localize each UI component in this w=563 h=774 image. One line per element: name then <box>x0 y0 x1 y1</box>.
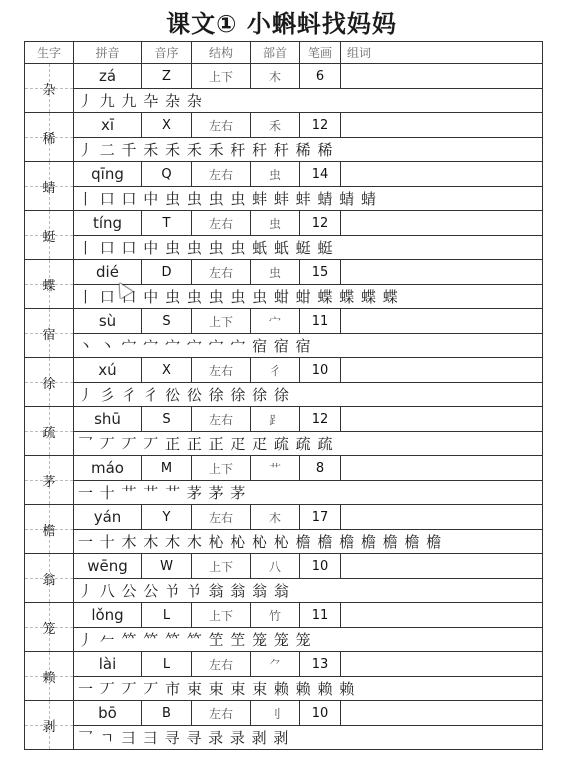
bushou-cell: 刂 <box>251 701 300 726</box>
stroke-order: 丶 丶 宀 宀 宀 宀 宀 宀 宿 宿 宿 <box>78 337 312 355</box>
zuci-cell <box>341 162 543 187</box>
jiegou-cell: 左右 <box>192 652 251 677</box>
big-character: 宿 <box>25 309 74 358</box>
stroke-order: 丨 口 口 中 虫 虫 虫 虫 蚌 蚌 蚌 蜻 蜻 蜻 <box>78 190 377 208</box>
jiegou-cell: 上下 <box>192 309 251 334</box>
bihua-cell: 12 <box>300 407 341 432</box>
char-row <box>25 309 543 334</box>
zuci-cell <box>341 260 543 285</box>
jiegou-cell: 左右 <box>192 113 251 138</box>
stroke-order-row <box>25 285 543 309</box>
big-character: 稀 <box>25 113 74 162</box>
jiegou-cell: 左右 <box>192 162 251 187</box>
bihua-cell: 12 <box>300 211 341 236</box>
zuci-cell <box>341 211 543 236</box>
stroke-order-cell <box>74 481 543 505</box>
jiegou-cell: 左右 <box>192 211 251 236</box>
big-character: 茅 <box>25 456 74 505</box>
stroke-order: 丨 口 口 中 虫 虫 虫 虫 虫 蚶 蚶 蝶 蝶 蝶 蝶 <box>78 288 399 306</box>
pinyin-cell: máo <box>74 456 142 481</box>
jiegou-cell: 左右 <box>192 505 251 530</box>
stroke-order-row <box>25 530 543 554</box>
char-row <box>25 407 543 432</box>
bushou-cell: 彳 <box>251 358 300 383</box>
bihua-cell: 13 <box>300 652 341 677</box>
header-shengzi: 生字 <box>25 42 74 64</box>
stroke-order-cell <box>74 187 543 211</box>
yinxu-cell: Y <box>142 505 192 530</box>
char-row <box>25 211 543 236</box>
bushou-cell: ⻊ <box>251 407 300 432</box>
stroke-order-row <box>25 89 543 113</box>
yinxu-cell: X <box>142 358 192 383</box>
bihua-cell: 15 <box>300 260 341 285</box>
big-character: 檐 <box>25 505 74 554</box>
yinxu-cell: W <box>142 554 192 579</box>
pinyin-cell: xú <box>74 358 142 383</box>
bihua-cell: 10 <box>300 554 341 579</box>
character-table <box>24 41 543 750</box>
big-character: 疏 <box>25 407 74 456</box>
stroke-order-row <box>25 628 543 652</box>
zuci-cell <box>341 505 543 530</box>
stroke-order-row <box>25 383 543 407</box>
stroke-order-row <box>25 579 543 603</box>
stroke-order: 一 十 艹 艹 艹 茅 茅 茅 <box>78 484 247 502</box>
zuci-cell <box>341 701 543 726</box>
bushou-cell: 艹 <box>251 456 300 481</box>
yinxu-cell: M <box>142 456 192 481</box>
bushou-cell: ⺈ <box>251 652 300 677</box>
stroke-order-row <box>25 138 543 162</box>
stroke-order-cell <box>74 677 543 701</box>
char-row <box>25 505 543 530</box>
jiegou-cell: 上下 <box>192 603 251 628</box>
bihua-cell: 8 <box>300 456 341 481</box>
header-zuci: 组词 <box>341 42 543 64</box>
yinxu-cell: X <box>142 113 192 138</box>
char-row <box>25 456 543 481</box>
yinxu-cell: S <box>142 407 192 432</box>
jiegou-cell: 上下 <box>192 64 251 89</box>
stroke-order-row <box>25 236 543 260</box>
char-row <box>25 162 543 187</box>
jiegou-cell: 左右 <box>192 407 251 432</box>
big-character: 赖 <box>25 652 74 701</box>
jiegou-cell: 左右 <box>192 701 251 726</box>
stroke-order-row <box>25 432 543 456</box>
bihua-cell: 10 <box>300 358 341 383</box>
stroke-order-cell <box>74 334 543 358</box>
jiegou-cell: 左右 <box>192 358 251 383</box>
big-character: 笼 <box>25 603 74 652</box>
stroke-order-cell <box>74 726 543 750</box>
stroke-order-row <box>25 481 543 505</box>
header-jiegou: 结构 <box>192 42 251 64</box>
yinxu-cell: L <box>142 603 192 628</box>
header-bushou: 部首 <box>251 42 300 64</box>
zuci-cell <box>341 358 543 383</box>
big-character: 杂 <box>25 64 74 113</box>
bihua-cell: 11 <box>300 603 341 628</box>
stroke-order: 丿 二 千 禾 禾 禾 禾 秆 秆 秆 稀 稀 <box>78 141 334 159</box>
stroke-order-row <box>25 187 543 211</box>
stroke-order-row <box>25 677 543 701</box>
bihua-cell: 12 <box>300 113 341 138</box>
stroke-order: 丿 𠂉 𥫗 𥫗 𥫗 𥫗 笁 笁 笼 笼 笼 <box>78 631 312 649</box>
char-row <box>25 64 543 89</box>
stroke-order-cell <box>74 138 543 162</box>
bushou-cell: 禾 <box>251 113 300 138</box>
zuci-cell <box>341 603 543 628</box>
stroke-order-cell <box>74 530 543 554</box>
big-character: 蜓 <box>25 211 74 260</box>
big-character: 剥 <box>25 701 74 750</box>
stroke-order-cell <box>74 628 543 652</box>
bushou-cell: 木 <box>251 64 300 89</box>
zuci-cell <box>341 64 543 89</box>
stroke-order: 一 十 木 木 木 木 杺 杺 杺 杺 檐 檐 檐 檐 檐 檐 檐 <box>78 533 443 551</box>
yinxu-cell: B <box>142 701 192 726</box>
yinxu-cell: D <box>142 260 192 285</box>
pinyin-cell: qīng <box>74 162 142 187</box>
char-row <box>25 652 543 677</box>
pinyin-cell: lǒng <box>74 603 142 628</box>
stroke-order: 一 丆 丆 丆 市 束 束 束 束 赖 赖 赖 赖 <box>78 680 356 698</box>
stroke-order-row <box>25 726 543 750</box>
zuci-cell <box>341 554 543 579</box>
header-row <box>25 42 543 64</box>
stroke-order-cell <box>74 432 543 456</box>
big-character: 蝶 <box>25 260 74 309</box>
pinyin-cell: xī <box>74 113 142 138</box>
bihua-cell: 10 <box>300 701 341 726</box>
bushou-cell: 虫 <box>251 162 300 187</box>
header-bihua: 笔画 <box>300 42 341 64</box>
stroke-order: 乛 ㄱ 彐 彐 寻 寻 录 录 剥 剥 <box>78 729 290 747</box>
char-row <box>25 701 543 726</box>
stroke-order: 丿 九 九 卆 杂 杂 <box>78 92 203 110</box>
bushou-cell: 虫 <box>251 211 300 236</box>
bihua-cell: 14 <box>300 162 341 187</box>
yinxu-cell: S <box>142 309 192 334</box>
jiegou-cell: 上下 <box>192 554 251 579</box>
char-row <box>25 260 543 285</box>
bihua-cell: 17 <box>300 505 341 530</box>
stroke-order: 丨 口 口 中 虫 虫 虫 虫 蚔 蚔 蜓 蜓 <box>78 239 334 257</box>
stroke-order-row <box>25 334 543 358</box>
stroke-order-cell <box>74 285 543 309</box>
char-row <box>25 358 543 383</box>
zuci-cell <box>341 309 543 334</box>
bushou-cell: 竹 <box>251 603 300 628</box>
pinyin-cell: yán <box>74 505 142 530</box>
big-character: 翁 <box>25 554 74 603</box>
char-row <box>25 603 543 628</box>
yinxu-cell: Q <box>142 162 192 187</box>
zuci-cell <box>341 407 543 432</box>
header-yinxu: 音序 <box>142 42 192 64</box>
stroke-order: 乛 丆 丆 丆 正 正 正 疋 疋 疏 疏 疏 <box>78 435 334 453</box>
page-title: 课文① 小蝌蚪找妈妈 <box>166 10 397 38</box>
big-character: 蜻 <box>25 162 74 211</box>
zuci-cell <box>341 652 543 677</box>
stroke-order: 丿 八 公 公 兯 兯 翁 翁 翁 翁 <box>78 582 290 600</box>
header-pinyin: 拼音 <box>74 42 142 64</box>
stroke-order-cell <box>74 383 543 407</box>
pinyin-cell: tíng <box>74 211 142 236</box>
bushou-cell: 宀 <box>251 309 300 334</box>
pinyin-cell: lài <box>74 652 142 677</box>
yinxu-cell: Z <box>142 64 192 89</box>
pinyin-cell: wēng <box>74 554 142 579</box>
char-row <box>25 113 543 138</box>
yinxu-cell: L <box>142 652 192 677</box>
bushou-cell: 木 <box>251 505 300 530</box>
bushou-cell: 八 <box>251 554 300 579</box>
pinyin-cell: zá <box>74 64 142 89</box>
stroke-order: 丿 彡 彳 彳 彸 彸 徐 徐 徐 徐 <box>78 386 290 404</box>
bihua-cell: 6 <box>300 64 341 89</box>
zuci-cell <box>341 113 543 138</box>
jiegou-cell: 左右 <box>192 260 251 285</box>
stroke-order-cell <box>74 89 543 113</box>
pinyin-cell: shū <box>74 407 142 432</box>
bushou-cell: 虫 <box>251 260 300 285</box>
zuci-cell <box>341 456 543 481</box>
pinyin-cell: bō <box>74 701 142 726</box>
big-character: 徐 <box>25 358 74 407</box>
jiegou-cell: 上下 <box>192 456 251 481</box>
stroke-order-cell <box>74 579 543 603</box>
pinyin-cell: dié <box>74 260 142 285</box>
stroke-order-cell <box>74 236 543 260</box>
pinyin-cell: sù <box>74 309 142 334</box>
bihua-cell: 11 <box>300 309 341 334</box>
yinxu-cell: T <box>142 211 192 236</box>
char-row <box>25 554 543 579</box>
